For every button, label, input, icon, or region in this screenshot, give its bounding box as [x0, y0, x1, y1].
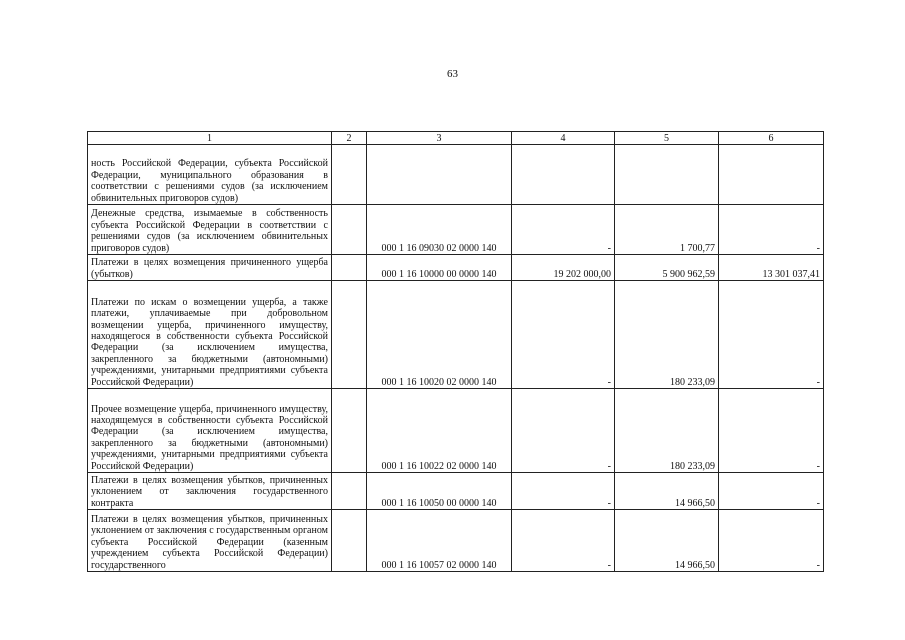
table-row: [88, 473, 824, 510]
row-code-cell: 000 1 16 10050 00 0000 140: [367, 473, 512, 510]
row-col6-cell: -: [719, 205, 824, 255]
header-col-6: 6: [719, 132, 824, 145]
header-col-2: 2: [332, 132, 367, 145]
row-col5-cell: [615, 145, 719, 205]
table-row: [88, 255, 824, 281]
row-name-cell: Платежи в целях возмещения убытков, причиненных уклонением от заключения с государственным органом субъекта Российской Федерации (казенным учреждением субъекта Российской Федерации) государственного: [88, 510, 332, 572]
row-col2-cell: [332, 281, 367, 389]
header-col-3: 3: [367, 132, 512, 145]
row-code-cell: 000 1 16 10020 02 0000 140: [367, 281, 512, 389]
row-col5-cell: 5 900 962,59: [615, 255, 719, 281]
row-col5-cell: 14 966,50: [615, 473, 719, 510]
row-code-cell: 000 1 16 10022 02 0000 140: [367, 389, 512, 473]
row-col6-cell: -: [719, 281, 824, 389]
header-col-1: 1: [88, 132, 332, 145]
row-col6-cell: -: [719, 510, 824, 572]
row-name-cell: Платежи по искам о возмещении ущерба, а также платежи, уплачиваемые при добровольном возмещении ущерба, причиненного имуществу, находящегося в собственности субъекта Российской Федерации (за исключением имущества, закрепленного за бюджетными (автономными) учреждениями, унитарными предприятиями субъекта Российской Федерации): [88, 281, 332, 389]
row-col4-cell: -: [512, 473, 615, 510]
row-col2-cell: [332, 389, 367, 473]
row-code-cell: [367, 145, 512, 205]
row-col4-cell: -: [512, 205, 615, 255]
row-name-cell: Прочее возмещение ущерба, причиненного имуществу, находящемуся в собственности субъекта Российской Федерации (за исключением имущества, закрепленного за бюджетными (автономными) учреждениями, унитарными предприятиями субъекта Российской Федерации): [88, 389, 332, 473]
row-name-cell: Платежи в целях возмещения убытков, причиненных уклонением от заключения государственного контракта: [88, 473, 332, 510]
row-col5-cell: 180 233,09: [615, 281, 719, 389]
row-name-cell: Денежные средства, изымаемые в собственность субъекта Российской Федерации в соответствии с решениями судов (за исключением обвинительных приговоров судов): [88, 205, 332, 255]
row-name-cell: Платежи в целях возмещения причиненного ущерба (убытков): [88, 255, 332, 281]
row-col6-cell: -: [719, 389, 824, 473]
row-col4-cell: [512, 145, 615, 205]
row-name-cell: ность Российской Федерации, субъекта Российской Федерации, муниципального образования в соответствии с решениями судов (за исключением обвинительных приговоров судов): [88, 145, 332, 205]
table-header-row: [88, 132, 824, 145]
budget-revenue-table: [87, 131, 824, 572]
row-col6-cell: 13 301 037,41: [719, 255, 824, 281]
row-code-cell: 000 1 16 09030 02 0000 140: [367, 205, 512, 255]
table-row: [88, 281, 824, 389]
row-col4-cell: -: [512, 389, 615, 473]
table-row: [88, 145, 824, 205]
row-col2-cell: [332, 510, 367, 572]
row-col2-cell: [332, 145, 367, 205]
row-col2-cell: [332, 473, 367, 510]
row-col4-cell: -: [512, 510, 615, 572]
page-number: 63: [447, 68, 458, 80]
row-col6-cell: -: [719, 473, 824, 510]
header-col-4: 4: [512, 132, 615, 145]
row-col2-cell: [332, 255, 367, 281]
row-col6-cell: [719, 145, 824, 205]
row-col5-cell: 180 233,09: [615, 389, 719, 473]
table-row: [88, 205, 824, 255]
row-code-cell: 000 1 16 10057 02 0000 140: [367, 510, 512, 572]
row-code-cell: 000 1 16 10000 00 0000 140: [367, 255, 512, 281]
table-row: [88, 510, 824, 572]
header-col-5: 5: [615, 132, 719, 145]
row-col4-cell: -: [512, 281, 615, 389]
row-col5-cell: 1 700,77: [615, 205, 719, 255]
row-col5-cell: 14 966,50: [615, 510, 719, 572]
row-col2-cell: [332, 205, 367, 255]
table-row: [88, 389, 824, 473]
row-col4-cell: 19 202 000,00: [512, 255, 615, 281]
